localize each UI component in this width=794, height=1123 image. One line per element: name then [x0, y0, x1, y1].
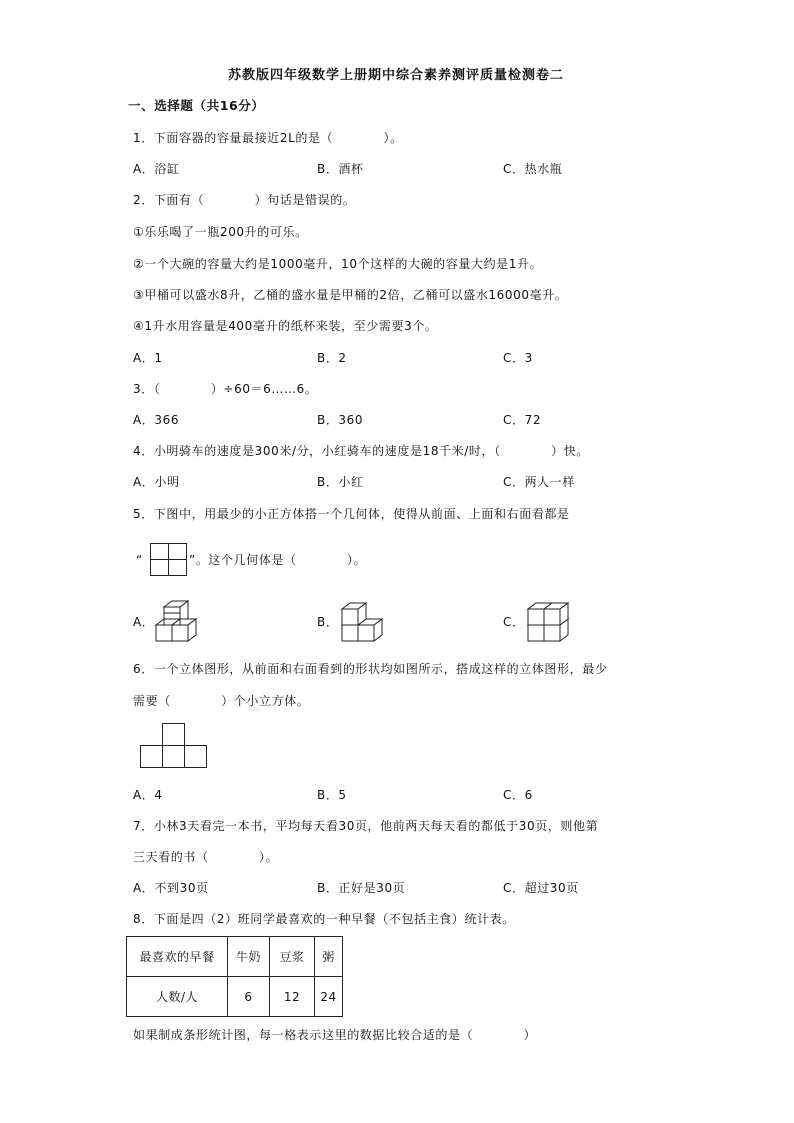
table-row — [127, 977, 343, 1017]
table-cell: 12 — [270, 977, 315, 1017]
q8-stem: 8．下面是四（2）班同学最喜欢的一种早餐（不包括主食）统计表。 — [133, 912, 515, 926]
q3-option-a: A．366 — [133, 413, 180, 427]
q2-option-a: A．1 — [133, 351, 163, 365]
q3-stem: 3．（ ）÷60＝6……6。 — [133, 382, 318, 396]
q6-stem-line2: 需要（ ）个小立方体。 — [133, 694, 310, 708]
q5-stem-line2: ”。这个几何体是（ ）。 — [189, 553, 367, 567]
table-row — [127, 937, 343, 977]
q7-option-a: A．不到30页 — [133, 881, 209, 895]
q1-option-a: A．浴缸 — [133, 162, 180, 176]
q5-option-c-cubes — [526, 597, 578, 645]
q2-statement-2: ②一个大碗的容量大约是1000毫升，10个这样的大碗的容量大约是1升。 — [133, 257, 543, 271]
table-header-cell: 牛奶 — [228, 937, 270, 977]
q5-option-a: A． — [133, 615, 155, 629]
table-header-cell: 粥 — [315, 937, 343, 977]
q6-option-b: B．5 — [317, 788, 347, 802]
q2-statement-3: ③甲桶可以盛水8升，乙桶的盛水量是甲桶的2倍，乙桶可以盛水16000毫升。 — [133, 288, 568, 302]
q5-stem-line1: 5．下图中，用最少的小正方体搭一个几何体，使得从前面、上面和右面看都是 — [133, 507, 570, 521]
q1-option-c: C．热水瓶 — [503, 162, 563, 176]
q7-option-c: C．超过30页 — [503, 881, 579, 895]
q5-quote-open: “ — [136, 553, 143, 567]
q2-option-b: B．2 — [317, 351, 347, 365]
q7-option-b: B．正好是30页 — [317, 881, 406, 895]
table-cell: 24 — [315, 977, 343, 1017]
q8-followup: 如果制成条形统计图，每一格表示这里的数据比较合适的是（ ） — [133, 1028, 537, 1042]
q1-option-b: B．酒杯 — [317, 162, 364, 176]
q2-statement-4: ④1升水用容量是400毫升的纸杯来装，至少需要3个。 — [133, 319, 438, 333]
q3-option-b: B．360 — [317, 413, 364, 427]
q6-option-a: A．4 — [133, 788, 163, 802]
table-cell: 人数/人 — [127, 977, 228, 1017]
table-header-cell: 豆浆 — [270, 937, 315, 977]
q5-option-a-cubes — [154, 597, 206, 645]
table-header-cell: 最喜欢的早餐 — [127, 937, 228, 977]
q4-option-a: A．小明 — [133, 475, 180, 489]
q4-option-c: C．两人一样 — [503, 475, 575, 489]
section-heading: 一、选择题（共16分） — [128, 98, 265, 113]
q4-option-b: B．小红 — [317, 475, 364, 489]
q7-stem-line2: 三天看的书（ ）。 — [133, 850, 279, 864]
q6-view-shape — [140, 723, 208, 768]
breakfast-stat-table — [126, 936, 343, 1017]
q6-option-c: C．6 — [503, 788, 533, 802]
q6-stem-line1: 6．一个立体图形，从前面和右面看到的形状均如图所示，搭成这样的立体图形，最少 — [133, 662, 608, 676]
q2-stem: 2．下面有（ ）句话是错误的。 — [133, 193, 356, 207]
q2-statement-1: ①乐乐喝了一瓶200升的可乐。 — [133, 225, 308, 239]
q5-option-b-cubes — [340, 597, 392, 645]
q5-view-shape — [150, 543, 188, 577]
table-cell: 6 — [228, 977, 270, 1017]
q5-option-b: B． — [317, 615, 339, 629]
page-title: 苏教版四年级数学上册期中综合素养测评质量检测卷二 — [228, 68, 565, 83]
q3-option-c: C．72 — [503, 413, 542, 427]
q4-stem: 4．小明骑车的速度是300米/分，小红骑车的速度是18千米/时，（ ）快。 — [133, 444, 589, 458]
q2-option-c: C．3 — [503, 351, 533, 365]
q1-stem: 1．下面容器的容量最接近2L的是（ ）。 — [133, 131, 403, 145]
q7-stem-line1: 7．小林3天看完一本书，平均每天看30页，他前两天每天看的都低于30页，则他第 — [133, 819, 599, 833]
q5-option-c: C． — [503, 615, 525, 629]
